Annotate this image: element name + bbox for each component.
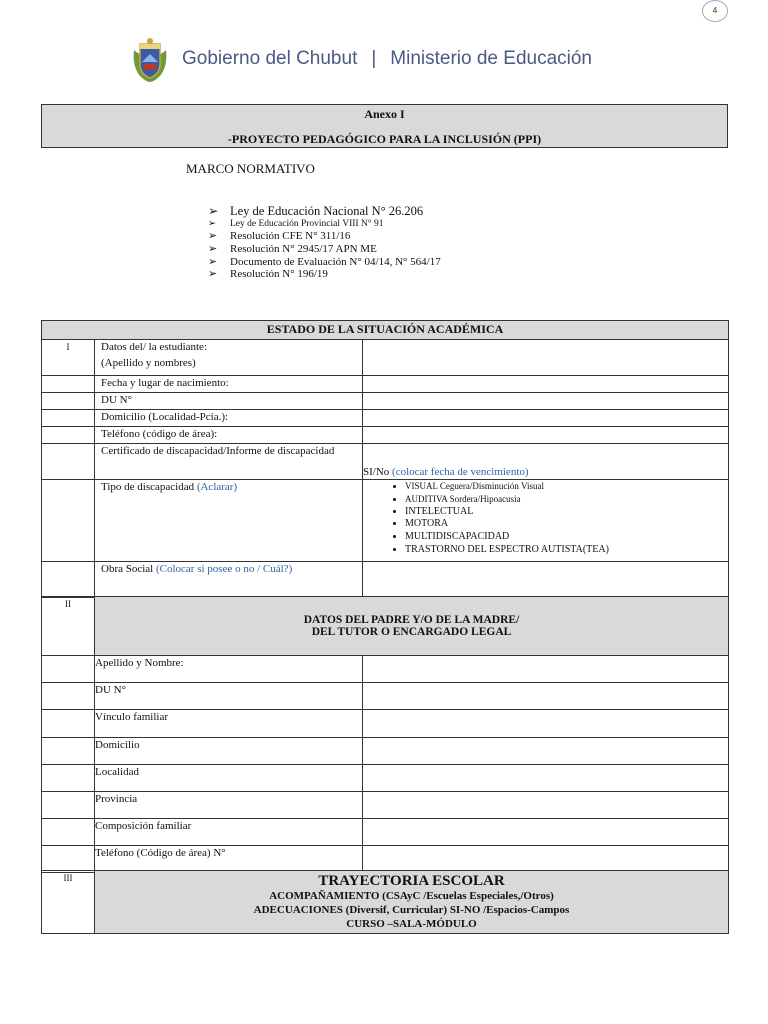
obra-note: (Colocar si posee o no / Cuál?)	[155, 563, 293, 575]
arrow-bullet-icon: ➢	[208, 268, 218, 281]
domicilio-label: Domicilio (Localidad-Pcia.):	[95, 410, 363, 427]
marco-normativo-heading: MARCO NORMATIVO	[186, 161, 315, 176]
birth-field[interactable]	[363, 376, 729, 393]
trayectoria-title: TRAYECTORIA ESCOLAR	[318, 873, 505, 889]
composicion-field[interactable]	[363, 819, 729, 846]
domicilio-field[interactable]	[363, 410, 729, 427]
parent-name-label: Apellido y Nombre:	[95, 656, 363, 683]
provincia-label: Provincia	[95, 792, 363, 819]
parent-name-field[interactable]	[363, 656, 729, 683]
section-number: II	[42, 597, 95, 656]
chubut-coat-of-arms-icon	[130, 36, 170, 82]
parent-du-label: DU N°	[95, 683, 363, 710]
parents-title-line2: DEL TUTOR O ENCARGADO LEGAL	[311, 626, 512, 638]
certificado-label: Certificado de discapacidad/Informe de discapacidad	[95, 444, 363, 480]
parents-table	[41, 596, 729, 873]
list-item: ➢ Ley de Educación Nacional N° 26.206	[208, 204, 424, 218]
parent-domicilio-field[interactable]	[363, 738, 729, 765]
du-field[interactable]	[363, 393, 729, 410]
parent-domicilio-label: Domicilio	[95, 738, 363, 765]
parents-title	[95, 597, 729, 656]
section-number: III	[42, 871, 95, 934]
localidad-label: Localidad	[95, 765, 363, 792]
trayectoria-line3: CURSO –SALA-MÓDULO	[346, 918, 477, 930]
arrow-bullet-icon: ➢	[208, 204, 219, 218]
section-number: I	[42, 340, 95, 376]
obra-field[interactable]	[363, 562, 729, 598]
tipo-note: (Aclarar)	[196, 481, 238, 493]
trayectoria-line2: ADECUACIONES (Diversif, Curricular) SI-NO /Espacios-Campos	[253, 904, 570, 916]
annex-subtitle: -PROYECTO PEDAGÓGICO PARA LA INCLUSIÓN (PPI)	[227, 132, 542, 146]
sino-note: (colocar fecha de vencimiento)	[392, 466, 529, 478]
arrow-bullet-icon: ➢	[208, 230, 218, 242]
birth-label: Fecha y lugar de nacimiento:	[95, 376, 363, 393]
annex-title-box	[41, 104, 728, 148]
disability-types-list	[369, 480, 722, 557]
certificado-field[interactable]	[363, 444, 729, 480]
header-ministry: Ministerio de Educación	[390, 48, 592, 69]
arrow-bullet-icon: ➢	[208, 255, 218, 268]
vinculo-label: Vínculo familiar	[95, 710, 363, 738]
sino-label: SI/No	[363, 466, 390, 478]
laws-list	[208, 204, 441, 281]
du-label: DU N°	[95, 393, 363, 410]
header-separator: |	[371, 48, 377, 69]
telefono-label: Teléfono (código de área):	[95, 427, 363, 444]
academic-status-table	[41, 320, 729, 598]
list-item: ➢ Resolución N° 196/19	[208, 268, 328, 281]
list-item: • MULTIDISCAPACIDAD	[405, 531, 722, 544]
header-government: Gobierno del Chubut	[182, 48, 358, 69]
page-number: 4	[702, 0, 728, 22]
obra-label: Obra Social	[101, 563, 154, 575]
parents-title-line1: DATOS DEL PADRE Y/O DE LA MADRE/	[303, 614, 520, 626]
annex-title: Anexo I	[364, 107, 405, 121]
trayectoria-line1: ACOMPAÑAMIENTO (CSAyC /Escuelas Especiales,/Otros)	[269, 890, 554, 902]
student-data-label: Datos del/ la estudiante:	[101, 341, 207, 353]
list-item: • TRASTORNO DEL ESPECTRO AUTISTA(TEA)	[405, 544, 722, 557]
list-item: • AUDITIVA Sordera/Hipoacusia	[405, 493, 722, 506]
list-item: ➢ Ley de Educación Provincial VIII N° 91	[208, 219, 384, 229]
list-item: • MOTORA	[405, 518, 722, 531]
student-name-field[interactable]	[363, 340, 729, 376]
composicion-label: Composición familiar	[95, 819, 363, 846]
arrow-bullet-icon: ➢	[208, 242, 218, 255]
list-item: • INTELECTUAL	[405, 506, 722, 519]
list-item: ➢ Resolución N° 2945/17 APN ME	[208, 242, 377, 255]
document-header	[130, 36, 592, 82]
provincia-field[interactable]	[363, 792, 729, 819]
list-item: ➢ Documento de Evaluación N° 04/14, N° 564/17	[208, 255, 441, 268]
parent-telefono-label: Teléfono (Código de área) N°	[95, 846, 363, 873]
tipo-label: Tipo de discapacidad	[101, 481, 195, 493]
list-item: ➢ Resolución CFE N° 311/16	[208, 230, 351, 242]
vinculo-field[interactable]	[363, 710, 729, 738]
student-name-label: (Apellido y nombres)	[101, 357, 196, 369]
trayectoria-table	[41, 870, 729, 934]
parent-du-field[interactable]	[363, 683, 729, 710]
arrow-bullet-icon: ➢	[208, 219, 216, 229]
list-item: • VISUAL Ceguera/Disminución Visual	[405, 480, 722, 493]
localidad-field[interactable]	[363, 765, 729, 792]
disability-types-cell	[363, 480, 729, 562]
trayectoria-header	[95, 871, 729, 934]
telefono-field[interactable]	[363, 427, 729, 444]
academic-status-title: ESTADO DE LA SITUACIÓN ACADÉMICA	[42, 321, 729, 340]
parent-telefono-field[interactable]	[363, 846, 729, 873]
